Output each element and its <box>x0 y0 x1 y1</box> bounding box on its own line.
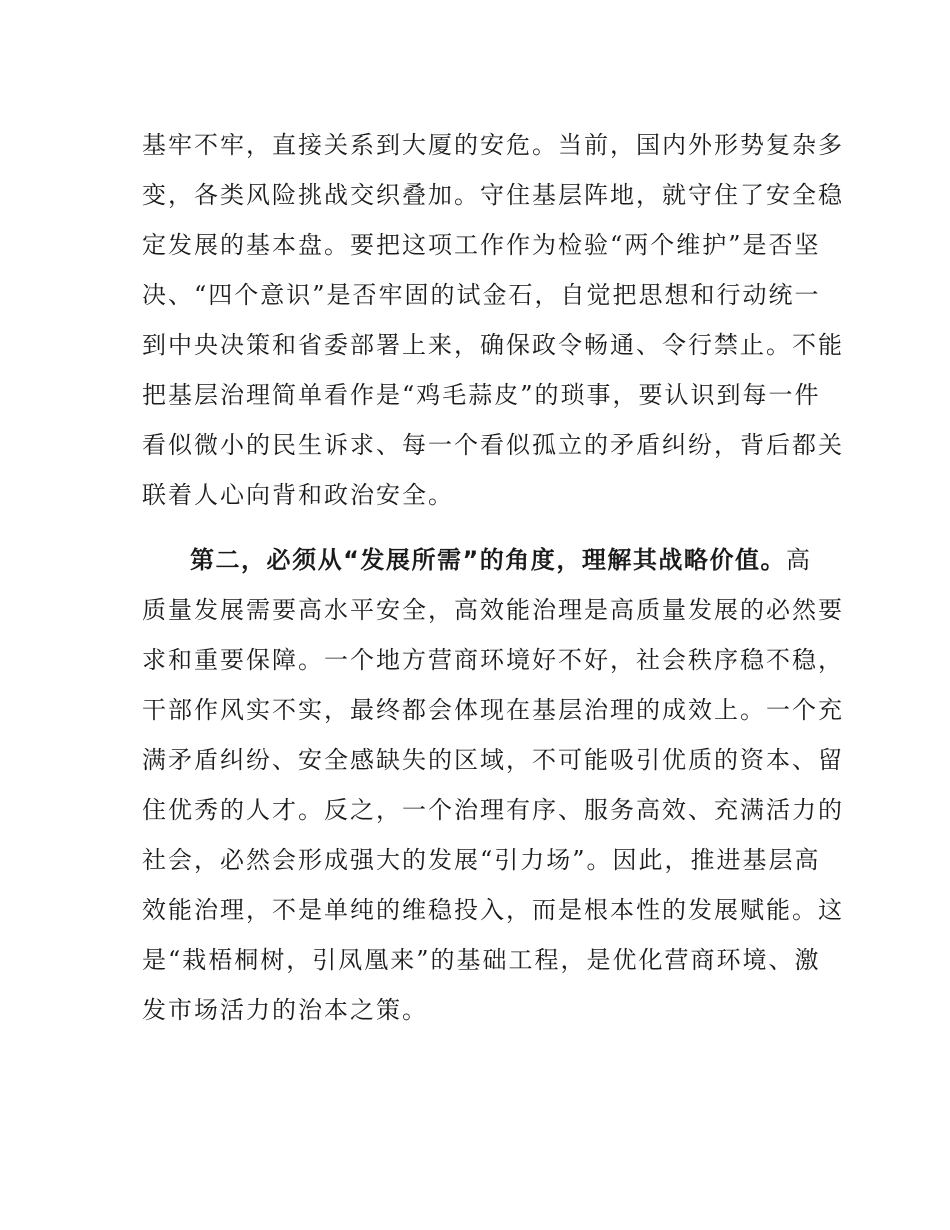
paragraph-line: 求和重要保障。一个地方营商环境好不好，社会秩序稳不稳， <box>142 646 844 674</box>
paragraph-line: 是“栽梧桐树，引凤凰来”的基础工程，是优化营商环境、激 <box>142 946 821 974</box>
paragraph-line: 把基层治理简单看作是“鸡毛蒜皮”的琐事，要认识到每一件 <box>142 381 821 409</box>
paragraph-line: 住优秀的人才。反之，一个治理有序、服务高效、充满活力的 <box>142 796 844 824</box>
paragraph-line: 决、“四个意识”是否牢固的试金石，自觉把思想和行动统一 <box>142 281 821 309</box>
paragraph-first-line <box>142 535 812 585</box>
paragraph-line: 到中央决策和省委部署上来，确保政令畅通、令行禁止。不能 <box>142 331 844 359</box>
paragraph-2 <box>142 535 844 1035</box>
paragraph-line: 效能治理，不是单纯的维稳投入，而是根本性的发展赋能。这 <box>142 896 844 924</box>
paragraph-line: 定发展的基本盘。要把这项工作作为检验“两个维护”是否坚 <box>142 231 821 259</box>
paragraph-1 <box>142 120 844 520</box>
paragraph-line: 发市场活力的治本之策。 <box>142 996 428 1024</box>
paragraph-line: 联着人心向背和政治安全。 <box>142 481 454 509</box>
paragraph-spacer <box>142 520 812 535</box>
paragraph-line: 满矛盾纠纷、安全感缺失的区域，不可能吸引优质的资本、留 <box>142 746 844 774</box>
paragraph-line: 看似微小的民生诉求、每一个看似孤立的矛盾纠纷，背后都关 <box>142 431 844 459</box>
paragraph-line: 变，各类风险挑战交织叠加。守住基层阵地，就守住了安全稳 <box>142 181 844 209</box>
heading-line-continuation: 高 <box>786 546 812 574</box>
section-heading: 第二，必须从“发展所需”的角度，理解其战略价值。 <box>190 546 786 574</box>
document-body <box>142 120 844 1035</box>
paragraph-line: 社会，必然会形成强大的发展“引力场”。因此，推进基层高 <box>142 846 821 874</box>
paragraph-line: 基牢不牢，直接关系到大厦的安危。当前，国内外形势复杂多 <box>142 131 844 159</box>
paragraph-line: 干部作风实不实，最终都会体现在基层治理的成效上。一个充 <box>142 696 844 724</box>
paragraph-line: 质量发展需要高水平安全，高效能治理是高质量发展的必然要 <box>142 596 844 624</box>
